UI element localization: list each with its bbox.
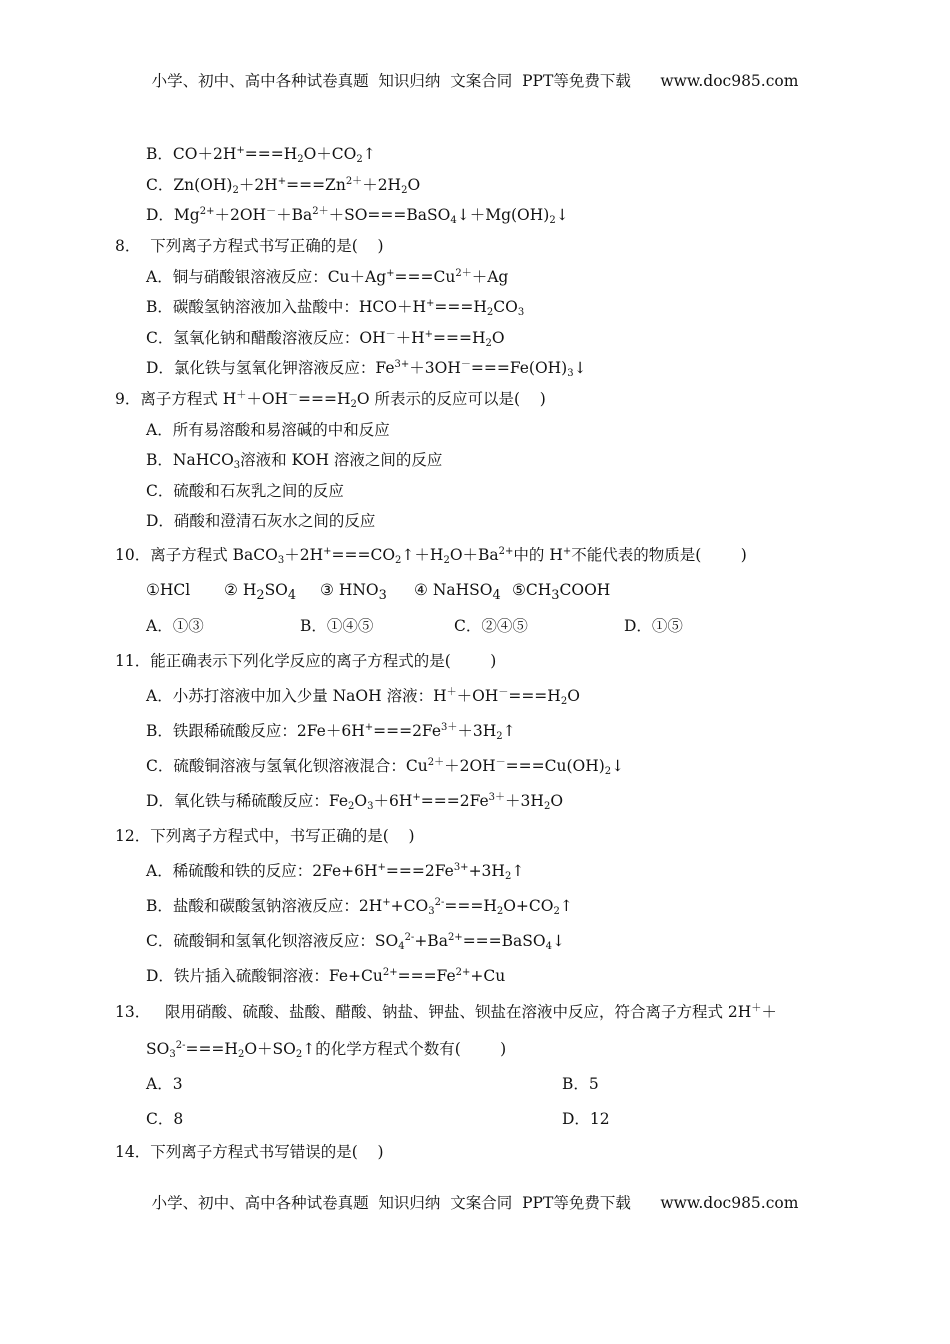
q10-substance-3: ③ $HNO_3$ <box>320 581 387 604</box>
q12-option-b: B．盐酸和碳酸氢钠溶液反应：$2H^++CO_3^{2-}===H_2O+CO_2↑$ <box>146 897 573 917</box>
q11-stem: 11．能正确表示下列化学反应的离子方程式的是( ) <box>115 652 497 670</box>
q13-stem-line1: 13． 限用硝酸、硫酸、盐酸、醋酸、钠盐、钾盐、钡盐在溶液中反应，符合离子方程式 2H＋＋ <box>115 1003 777 1021</box>
q11-option-a: A．小苏打溶液中加入少量 NaOH 溶液：$H^++OH^-===H_2O$ <box>146 687 580 707</box>
q10-substance-2: ② $H_2SO_4$ <box>224 581 297 604</box>
q12-option-c: C．硫酸铜和氢氧化钡溶液反应：$SO_4^{2-}+Ba^{2+}===BaSO_4↓$ <box>146 932 565 952</box>
q13-option-b: B．5 <box>562 1075 599 1093</box>
q7-option-d: D．$Mg^{2+}+2OH^-+Ba^{2+}+SO===BaSO_4↓+Mg(OH)_2↓$ <box>146 206 569 226</box>
q9-option-d: D．硝酸和澄清石灰水之间的反应 <box>146 512 376 530</box>
q10-option-b: B．①④⑤ <box>300 617 374 635</box>
q10-substance-1: ①HCl <box>146 581 191 599</box>
q13-option-a: A．3 <box>146 1075 183 1093</box>
q8-option-a: A．铜与硝酸银溶液反应：$Cu+Ag^+===Cu^{2+}+Ag$ <box>146 268 509 286</box>
q9-option-b: B．NaHCO$_3$溶液和 KOH 溶液之间的反应 <box>146 451 443 471</box>
q11-option-b: B．铁跟稀硫酸反应：$2Fe+6H^+===2Fe^{3+}+3H_2↑$ <box>146 722 516 742</box>
q9-option-a: A．所有易溶酸和易溶碱的中和反应 <box>146 421 390 439</box>
q7-option-b: B．$CO+2H^+===H_2O+CO_2↑$ <box>146 145 376 165</box>
q10-substance-5: $⑤CH_3COOH$ <box>512 581 611 604</box>
q7-option-c: C．$Zn(OH)_2+2H^+===Zn^{2+}+2H_2O$ <box>146 176 421 196</box>
q8-option-c: C．氢氧化钠和醋酸溶液反应：$OH^-+H^+===H_2O$ <box>146 329 505 349</box>
q10-substance-4: ④ NaHSO$_4$ <box>414 581 501 604</box>
q11-option-d: D．氧化铁与稀硫酸反应：$Fe_2O_3+6H^+===2Fe^{3+}+3H_2O$ <box>146 792 564 812</box>
q13-stem-line2: $SO_3^{2-}===H_2O+SO_2↑$的化学方程式个数有( ) <box>146 1040 507 1060</box>
q10-option-d: D．①⑤ <box>624 617 683 635</box>
q11-option-c: C．硫酸铜溶液与氢氧化钡溶液混合：$Cu^{2+}+2OH^-===Cu(OH)_2↓$ <box>146 757 625 777</box>
q10-option-a: A．①③ <box>146 617 204 635</box>
q12-option-d: D．铁片插入硫酸铜溶液：$Fe+Cu^{2+}===Fe^{2+}+Cu$ <box>146 967 506 985</box>
q9-option-c: C．硫酸和石灰乳之间的反应 <box>146 482 344 500</box>
q10-option-c: C．②④⑤ <box>454 617 528 635</box>
q9-stem: 9．离子方程式 $H^++OH^-===H_2O$ 所表示的反应可以是( ) <box>115 390 546 410</box>
q12-stem: 12．下列离子方程式中，书写正确的是( ) <box>115 827 415 845</box>
page-header: 小学、初中、高中各种试卷真题 知识归纳 文案合同 PPT等免费下载 www.doc985.com <box>151 72 799 90</box>
q13-option-d: D．12 <box>562 1110 610 1128</box>
q8-stem: 8． 下列离子方程式书写正确的是( ) <box>115 237 384 255</box>
q13-option-c: C．8 <box>146 1110 184 1128</box>
q8-option-b: B．碳酸氢钠溶液加入盐酸中：$HCO+H^+===H_2CO_3$ <box>146 298 525 318</box>
q8-option-d: D．氯化铁与氢氧化钾溶液反应：$Fe^{3+}+3OH^-===Fe(OH)_3↓$ <box>146 359 587 379</box>
q14-stem: 14．下列离子方程式书写错误的是( ) <box>115 1143 384 1161</box>
page-footer: 小学、初中、高中各种试卷真题 知识归纳 文案合同 PPT等免费下载 www.doc985.com <box>151 1194 799 1212</box>
q12-option-a: A．稀硫酸和铁的反应：$2Fe+6H^+===2Fe^{3+}+3H_2↑$ <box>146 862 525 882</box>
q10-stem: 10．离子方程式 $BaCO_3+2H^+===CO_2↑+H_2O+Ba^{2+}$中的 H+不能代表的物质是( ) <box>115 546 747 566</box>
